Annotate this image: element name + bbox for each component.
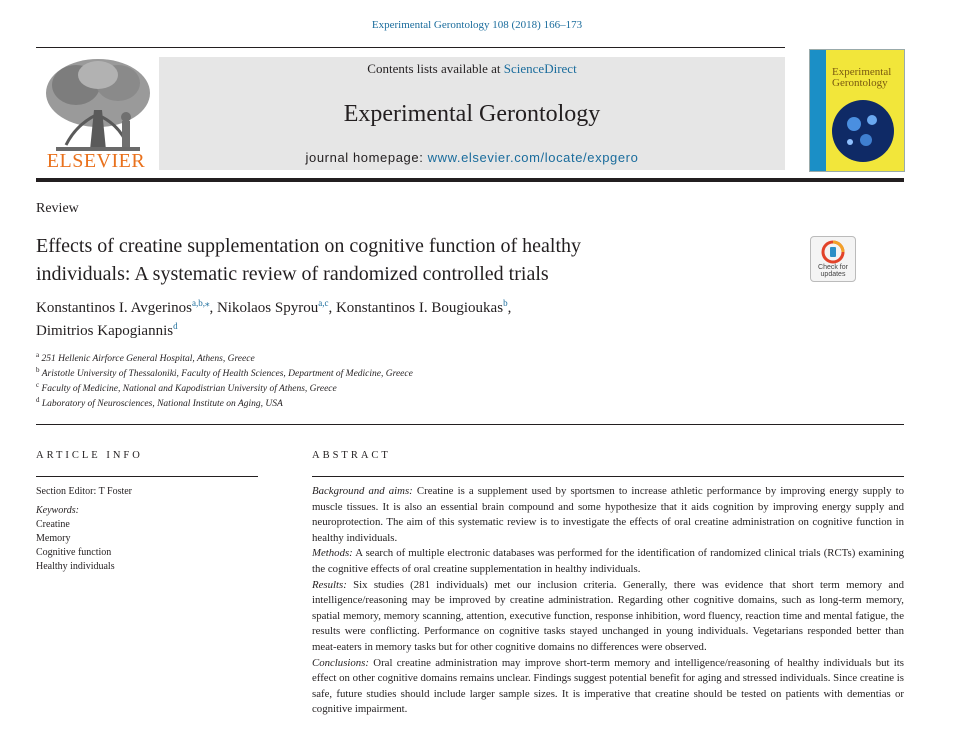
author-name[interactable]: Konstantinos I. Bougioukas [335,300,504,316]
keyword-item[interactable]: Healthy individuals [36,561,115,572]
article-info-panel [36,485,266,574]
cover-spine [810,50,826,171]
homepage-prefix: journal homepage: [305,150,424,165]
contents-available-line [159,61,785,77]
article-title-line2: individuals: A systematic review of randomized controlled trials [36,263,549,285]
keyword-item[interactable]: Cognitive function [36,547,112,558]
affiliations-list [36,352,413,412]
abstract-paragraph-conclusions [312,656,904,718]
article-info-divider [36,476,258,477]
journal-citation-link[interactable]: Experimental Gerontology 108 (2018) 166–173 [371,19,583,31]
journal-homepage-link[interactable]: www.elsevier.com/locate/expgero [427,150,639,165]
affiliation-mark: d [36,395,40,404]
abstract-heading: ABSTRACT [312,450,391,461]
author-separator: , [328,300,336,316]
journal-cover-thumbnail[interactable] [809,49,905,172]
top-divider [36,47,785,48]
affiliation-item [36,382,413,397]
journal-masthead [159,57,785,170]
author-separator: , [507,300,512,316]
author-affiliation-marks[interactable]: d [173,321,178,331]
article-title [36,232,756,288]
abstract-label: Results: [312,578,347,591]
publisher-wordmark: ELSEVIER [46,150,146,172]
abstract-body [312,484,904,718]
abstract-text: Six studies (281 individuals) met our inclusion criteria. Generally, there was evidence that short term memory and intelligence/reasoning may be improved by creatine administration. Regarding other cognitive domains, such as long-term memory, spatial memory, memory scanning, attention, executive function, response inhibition, word fluency, reaction time and mental fatigue, the results were conflicting. Performance on cognitive tasks stayed unchanged in young individuals. Vegetarians responded better than meat-eaters in memory tasks but for other cognitive domains no differences were observed. [312,578,904,653]
affiliation-text: Laboratory of Neurosciences, National Institute on Aging, USA [41,399,283,409]
header-thick-divider [36,178,904,182]
keyword-item[interactable]: Memory [36,533,71,544]
cover-cells-graphic [832,100,894,162]
abstract-text: Oral creatine administration may improve short-term memory and intelligence/reasoning of healthy individuals but its effect on other cognitive domains remains unclear. Findings suggest potential benefit for aging and stressed individuals. Since creatine is safe, future studies should include larger sample sizes. It is imperative that creatine should be tested on patients with dementias or cognitive impairment. [312,656,904,716]
section-divider [36,424,904,425]
article-type-label: Review [36,201,79,216]
contents-prefix: Contents lists available at [367,61,501,76]
abstract-paragraph-results [312,578,904,656]
crossmark-line2: updates [820,271,846,278]
author-affiliation-marks[interactable]: b [503,298,508,308]
abstract-text: A search of multiple electronic databases was performed for the identification of randomized clinical trials (RCTs) examining the cognitive effects of oral creatine supplementation in healthy individuals. [312,547,904,575]
cover-title-line2: Gerontology [832,77,888,89]
author-name[interactable]: Konstantinos I. Avgerinos [36,300,192,316]
affiliation-mark: b [36,365,40,374]
crossmark-label [811,264,855,278]
keywords-label: Keywords: [36,505,79,516]
author-name[interactable]: Dimitrios Kapogiannis [36,323,174,339]
author-affiliation-marks[interactable]: a,c [318,298,329,308]
journal-homepage-line [159,150,785,165]
keyword-item[interactable]: Creatine [36,519,70,530]
abstract-text: Creatine is a supplement used by sportsmen to increase athletic performance by improving energy supply to muscle tissues. It is also an essential brain compound and some hypothesize that it aids cognition by improving energy supply and neuroprotection. The aim of this systematic review is to investigate the effects of oral creatine administration on cognitive function in healthy individuals. [312,485,905,544]
abstract-paragraph-background [312,484,904,546]
abstract-label: Background and aims: [312,485,413,497]
abstract-paragraph-methods [312,546,904,577]
abstract-divider [312,476,904,477]
affiliation-mark: c [36,380,40,389]
cover-title-line1: Experimental [832,66,892,78]
cover-image [832,100,894,162]
section-editor: Section Editor: T Foster [36,486,133,497]
affiliation-item [36,397,413,412]
author-separator: , [209,300,217,316]
affiliation-text: 251 Hellenic Airforce General Hospital, Athens, Greece [41,354,255,364]
affiliation-text: Aristotle University of Thessaloniki, Faculty of Health Sciences, Department of Medicine, Greece [41,369,413,379]
affiliation-text: Faculty of Medicine, National and Kapodistrian University of Athens, Greece [41,384,337,394]
cover-title [832,67,891,89]
author-list [36,297,736,343]
article-title-line1: Effects of creatine supplementation on cognitive function of healthy [36,235,582,257]
author-name[interactable]: Nikolaos Spyrou [216,300,319,316]
article-info-heading: ARTICLE INFO [36,450,143,461]
abstract-label: Methods: [312,547,353,560]
sciencedirect-link[interactable]: ScienceDirect [503,61,577,76]
affiliation-mark: a [36,350,40,359]
crossmark-line1: Check for [818,264,848,271]
author-affiliation-marks[interactable]: a,b,⁎ [191,298,210,308]
abstract-label: Conclusions: [312,656,369,669]
check-for-updates-button[interactable] [810,236,856,282]
journal-title: Experimental Gerontology [343,101,601,127]
affiliation-item [36,367,413,382]
affiliation-item [36,352,413,367]
crossmark-icon [821,240,845,264]
